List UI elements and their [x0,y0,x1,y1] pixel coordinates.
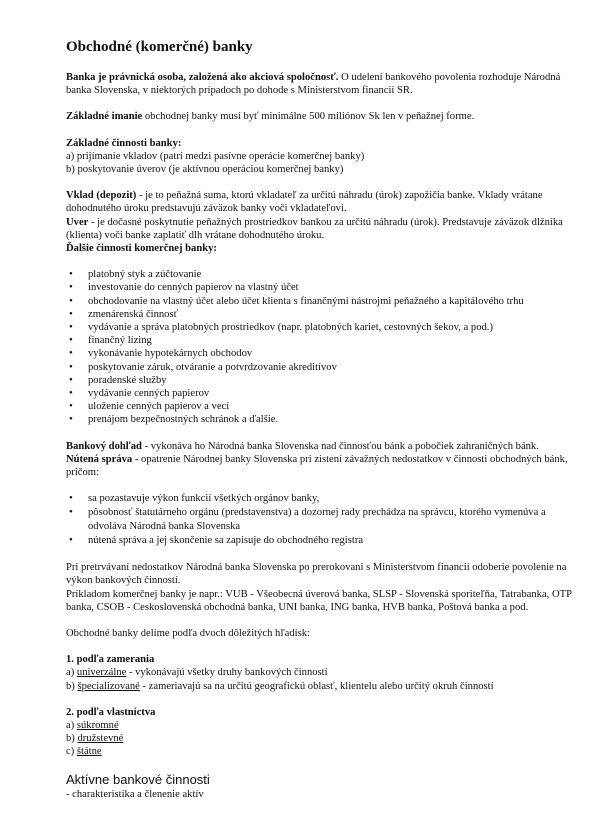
section-subtitle: - charakteristika a členenie aktív [66,788,204,800]
list-item: • vydávanie a správa platobných prostriedkov (napr. platobných kariet, cestovných šekov, a pod.) [66,321,573,334]
supervision-text: - vykonáva ho Národná banka Slovenska nad činnosťou bánk a pobočiek zahraničných bánk. [141,440,539,452]
page-title: Obchodné (komerčné) banky [66,39,253,55]
term-universal: univerzálne [76,667,127,679]
item-prefix: a) [66,667,77,679]
loan-paragraph [66,216,573,242]
list-item: • zmenárenská činnosť [66,308,573,321]
deposit-text: - je to peňažná suma, ktorú vkladateľ za určitú náhradu (úrok) zapožičia banke. Vklady vrátane dohodnutého úroku predstavujú záväzok banky voči vkladateľovi. [66,190,543,215]
list-item: • finančný lízing [66,334,573,347]
ownership-heading: 2. podľa vlastníctva [66,706,156,718]
ownership-item-a [66,719,573,732]
intro-paragraph [66,71,573,97]
bank-examples: Príkladom komerčnej banky je napr.: VUB - Všeobecná úverová banka, SLSP - Slovenská sporiteľňa, Tatrabanka, OTP banka, CSOB - Ceskoslovenská obchodná banka, UNI banka, ING banka, HVB banka, Poštová banka a pod. [66,588,572,613]
term-specialized: špecializované [77,680,140,692]
forced-admin-text: - opatrenie Národnej banky Slovenska pri zistení závažných nedostatkov v činnosti obchodných bánk, pričom: [66,453,568,479]
ownership-item-b [66,732,573,745]
license-note: Pri pretrvávaní nedostatkov Národná banka Slovenska po prerokovaní s Ministerstvom financií odoberie povolenie na výkon bankových činností. [66,562,567,587]
intro-bold: Banka je právnická osoba, založená ako akciová spoločnosť. [66,72,339,83]
deposit-paragraph [66,189,573,215]
list-item: • prenájom bezpečnostných schránok a ďalšie. [66,413,573,426]
list-item: • investovanie do cenných papierov na vlastný účet [66,281,573,294]
capital-paragraph [66,110,573,123]
ownership-item-c [66,745,573,758]
list-item: • poradenské služby [66,374,573,387]
list-item: • uloženie cenných papierov a vecí [66,400,573,413]
list-item: • obchodovanie na vlastný účet alebo účet klienta s finančnými nástrojmi peňažného a kapitálového trhu [66,295,573,308]
deposit-bold: Vklad (depozit) [66,190,137,202]
list-item: • poskytovanie záruk, otváranie a potvrdzovanie akreditívov [66,361,573,374]
item-prefix: b) [66,733,78,745]
capital-text: obchodnej banky musí byť minimálne 500 miliónov Sk len v peňažnej forme. [142,111,475,123]
term-cooperative: družstevné [77,733,124,745]
focus-item-b [66,680,573,693]
item-prefix: c) [66,746,77,758]
intro-text: O udelení bankového povolenia rozhoduje Národná banka Slovenska, v niektorých prípadoch po dohode s Ministerstvom financií SR. [66,72,561,97]
basic-activity-b: b) poskytovanie úverov (je aktívnou operáciou komerčnej banky) [66,164,344,176]
forced-admin-paragraph [66,453,573,479]
other-activities-heading: Ďalšie činnosti komerčnej banky: [66,243,217,255]
supervision-paragraph [66,440,573,453]
basic-activities-heading: Základné činnosti banky: [66,137,182,149]
list-item: • nútená správa a jej skončenie sa zapisuje do obchodného registra [66,534,573,547]
supervision-bold: Bankový dohľad [66,440,142,452]
term-private: súkromné [76,719,119,731]
division-sentence: Obchodné banky delíme podľa dvoch dôležitých hľadísk: [66,627,310,639]
list-item: • sa pozastavuje výkon funkcií všetkých orgánov banky, [66,492,573,505]
focus-heading: 1. podľa zamerania [66,654,155,666]
forced-admin-list [66,492,573,547]
list-item: • vydávanie cenných papierov [66,387,573,400]
list-item: • pôsobnosť štatutárneho orgánu (predstavenstva) a dozornej rady prechádza na správcu, ktorého vymenúva a odvoláva Národná banka Slovenska [66,506,573,532]
loan-bold: Uver [66,216,89,228]
item-text: - vykonávajú všetky druhy bankových činností [126,667,328,679]
list-item: • vykonávanie hypotekárnych obchodov [66,347,573,360]
item-text: - zameriavajú sa na určitú geografickú oblasť, klientelu alebo určitý okruh činností [139,680,494,692]
list-item: • platobný styk a zúčtovanie [66,268,573,281]
section-heading: Aktívne bankové činnosti [66,771,210,787]
loan-text: - je dočasné poskytnutie peňažných prostriedkov bankou za určitú náhradu (úrok). Predstavuje záväzok dlžníka (klienta) voči banke zaplatiť dlh vrátane dohodnutého úroku. [66,216,563,241]
other-activities-list [66,268,573,426]
item-prefix: b) [66,680,78,692]
capital-bold: Základné imanie [66,111,143,123]
item-prefix: a) [66,719,77,731]
basic-activity-a: a) prijímanie vkladov (patrí medzi pasívne operácie komerčnej banky) [66,150,365,162]
focus-item-a [66,666,573,679]
forced-admin-bold: Nútená správa [66,453,133,465]
term-state: štátne [76,746,102,758]
